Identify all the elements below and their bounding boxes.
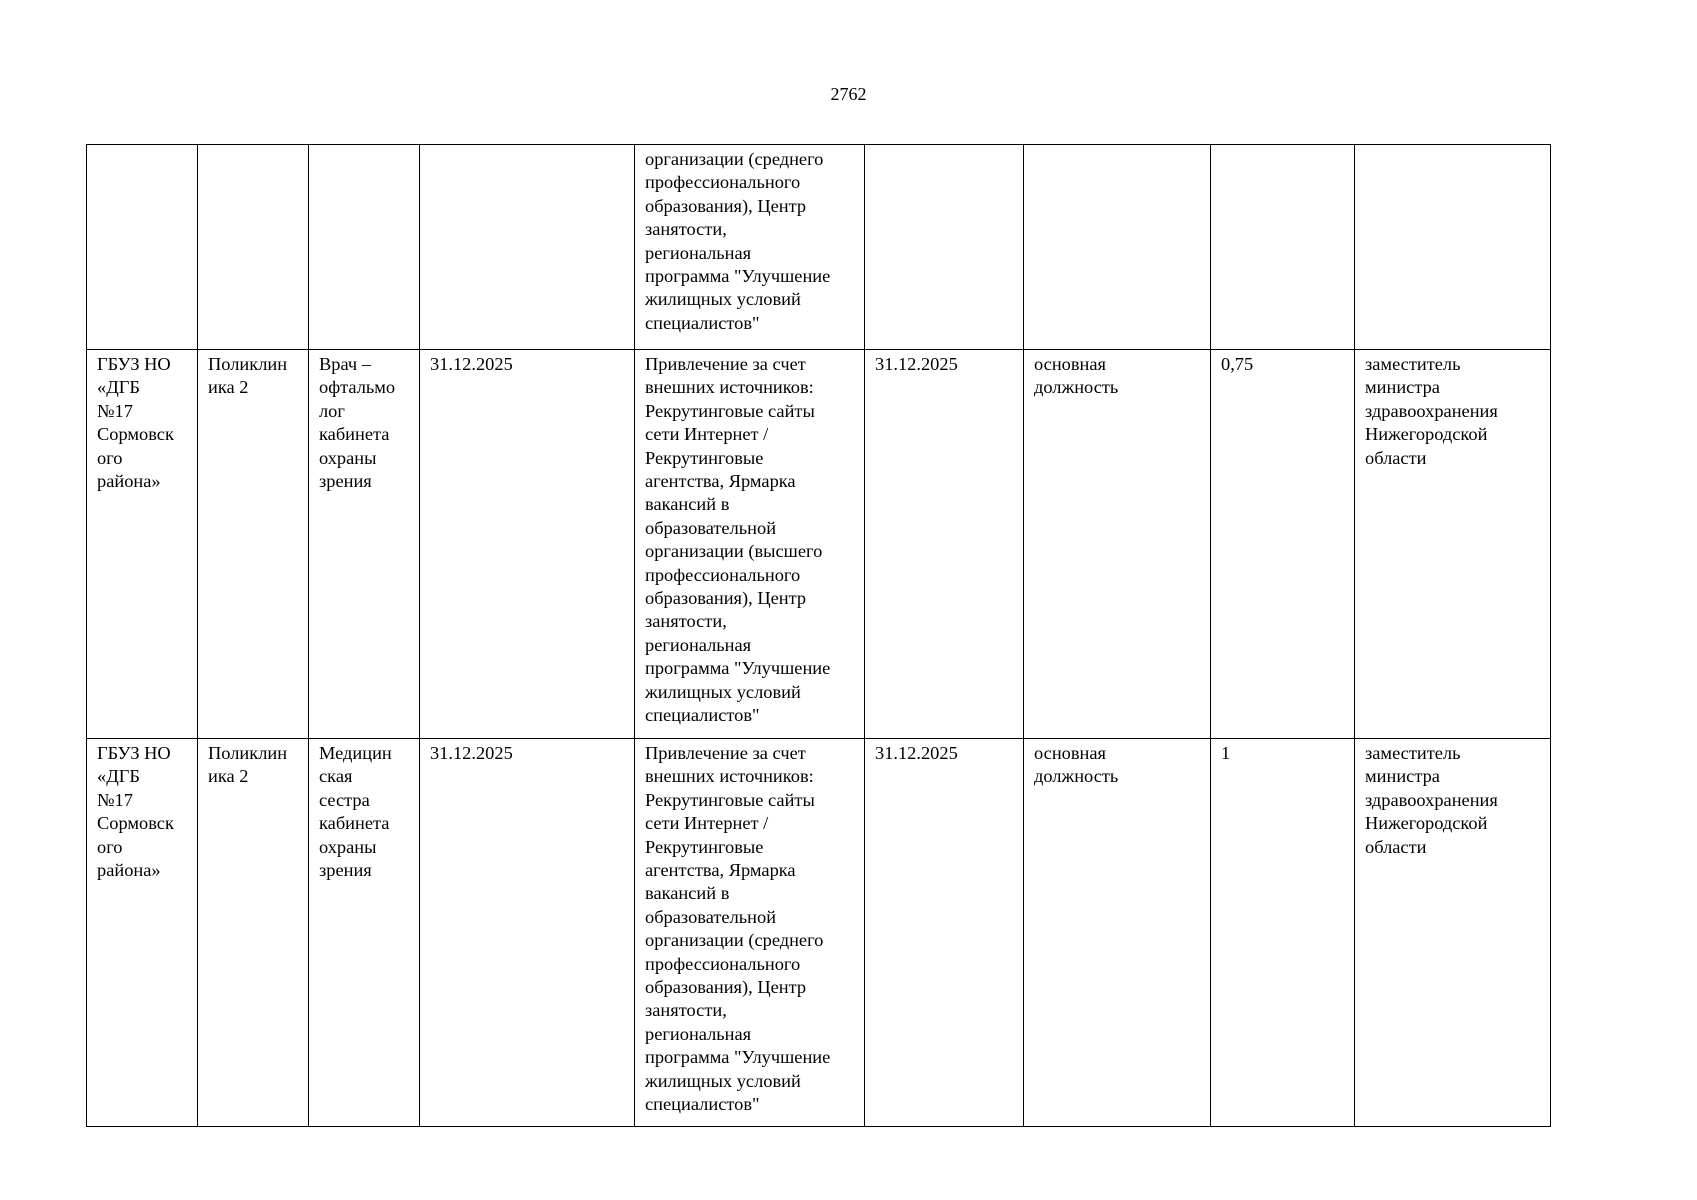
method-cell: Привлечение за счет внешних источников: Рекрутинговые сайты сети Интернет / Рекрутинговые агентства, Ярмарка вакансий в образовательной организации (высшего профессионального образования), Центр занятости, региональная программа "Улучшение жилищных условий специалистов" [635, 350, 865, 739]
rate-cell: 1 [1211, 739, 1355, 1127]
employment-cell [1024, 145, 1211, 350]
table-row [87, 350, 1551, 739]
org-cell [87, 145, 198, 350]
deadline-cell: 31.12.2025 [865, 350, 1024, 739]
org-cell: ГБУЗ НО «ДГБ №17 Сормовск ого района» [87, 739, 198, 1127]
responsible-cell: заместитель министра здравоохранения Нижегородской области [1355, 739, 1551, 1127]
responsible-cell [1355, 145, 1551, 350]
staffing-table [86, 144, 1551, 1127]
employment-cell: основная должность [1024, 739, 1211, 1127]
unit-cell: Поликлин ика 2 [198, 739, 309, 1127]
method-cell: организации (среднего профессионального образования), Центр занятости, региональная программа "Улучшение жилищных условий специалистов" [635, 145, 865, 350]
method-cell: Привлечение за счет внешних источников: Рекрутинговые сайты сети Интернет / Рекрутинговые агентства, Ярмарка вакансий в образовательной организации (среднего профессионального образования), Центр занятости, региональная программа "Улучшение жилищных условий специалистов" [635, 739, 865, 1127]
date-cell: 31.12.2025 [420, 739, 635, 1127]
position-cell [309, 145, 420, 350]
date-cell [420, 145, 635, 350]
responsible-cell: заместитель министра здравоохранения Нижегородской области [1355, 350, 1551, 739]
unit-cell [198, 145, 309, 350]
position-cell: Медицин ская сестра кабинета охраны зрения [309, 739, 420, 1127]
rate-cell [1211, 145, 1355, 350]
table-row [87, 739, 1551, 1127]
unit-cell: Поликлин ика 2 [198, 350, 309, 739]
deadline-cell: 31.12.2025 [865, 739, 1024, 1127]
date-cell: 31.12.2025 [420, 350, 635, 739]
org-cell: ГБУЗ НО «ДГБ №17 Сормовск ого района» [87, 350, 198, 739]
deadline-cell [865, 145, 1024, 350]
rate-cell: 0,75 [1211, 350, 1355, 739]
page-number: 2762 [830, 84, 867, 104]
table-row [87, 145, 1551, 350]
position-cell: Врач – офтальмо лог кабинета охраны зрения [309, 350, 420, 739]
employment-cell: основная должность [1024, 350, 1211, 739]
